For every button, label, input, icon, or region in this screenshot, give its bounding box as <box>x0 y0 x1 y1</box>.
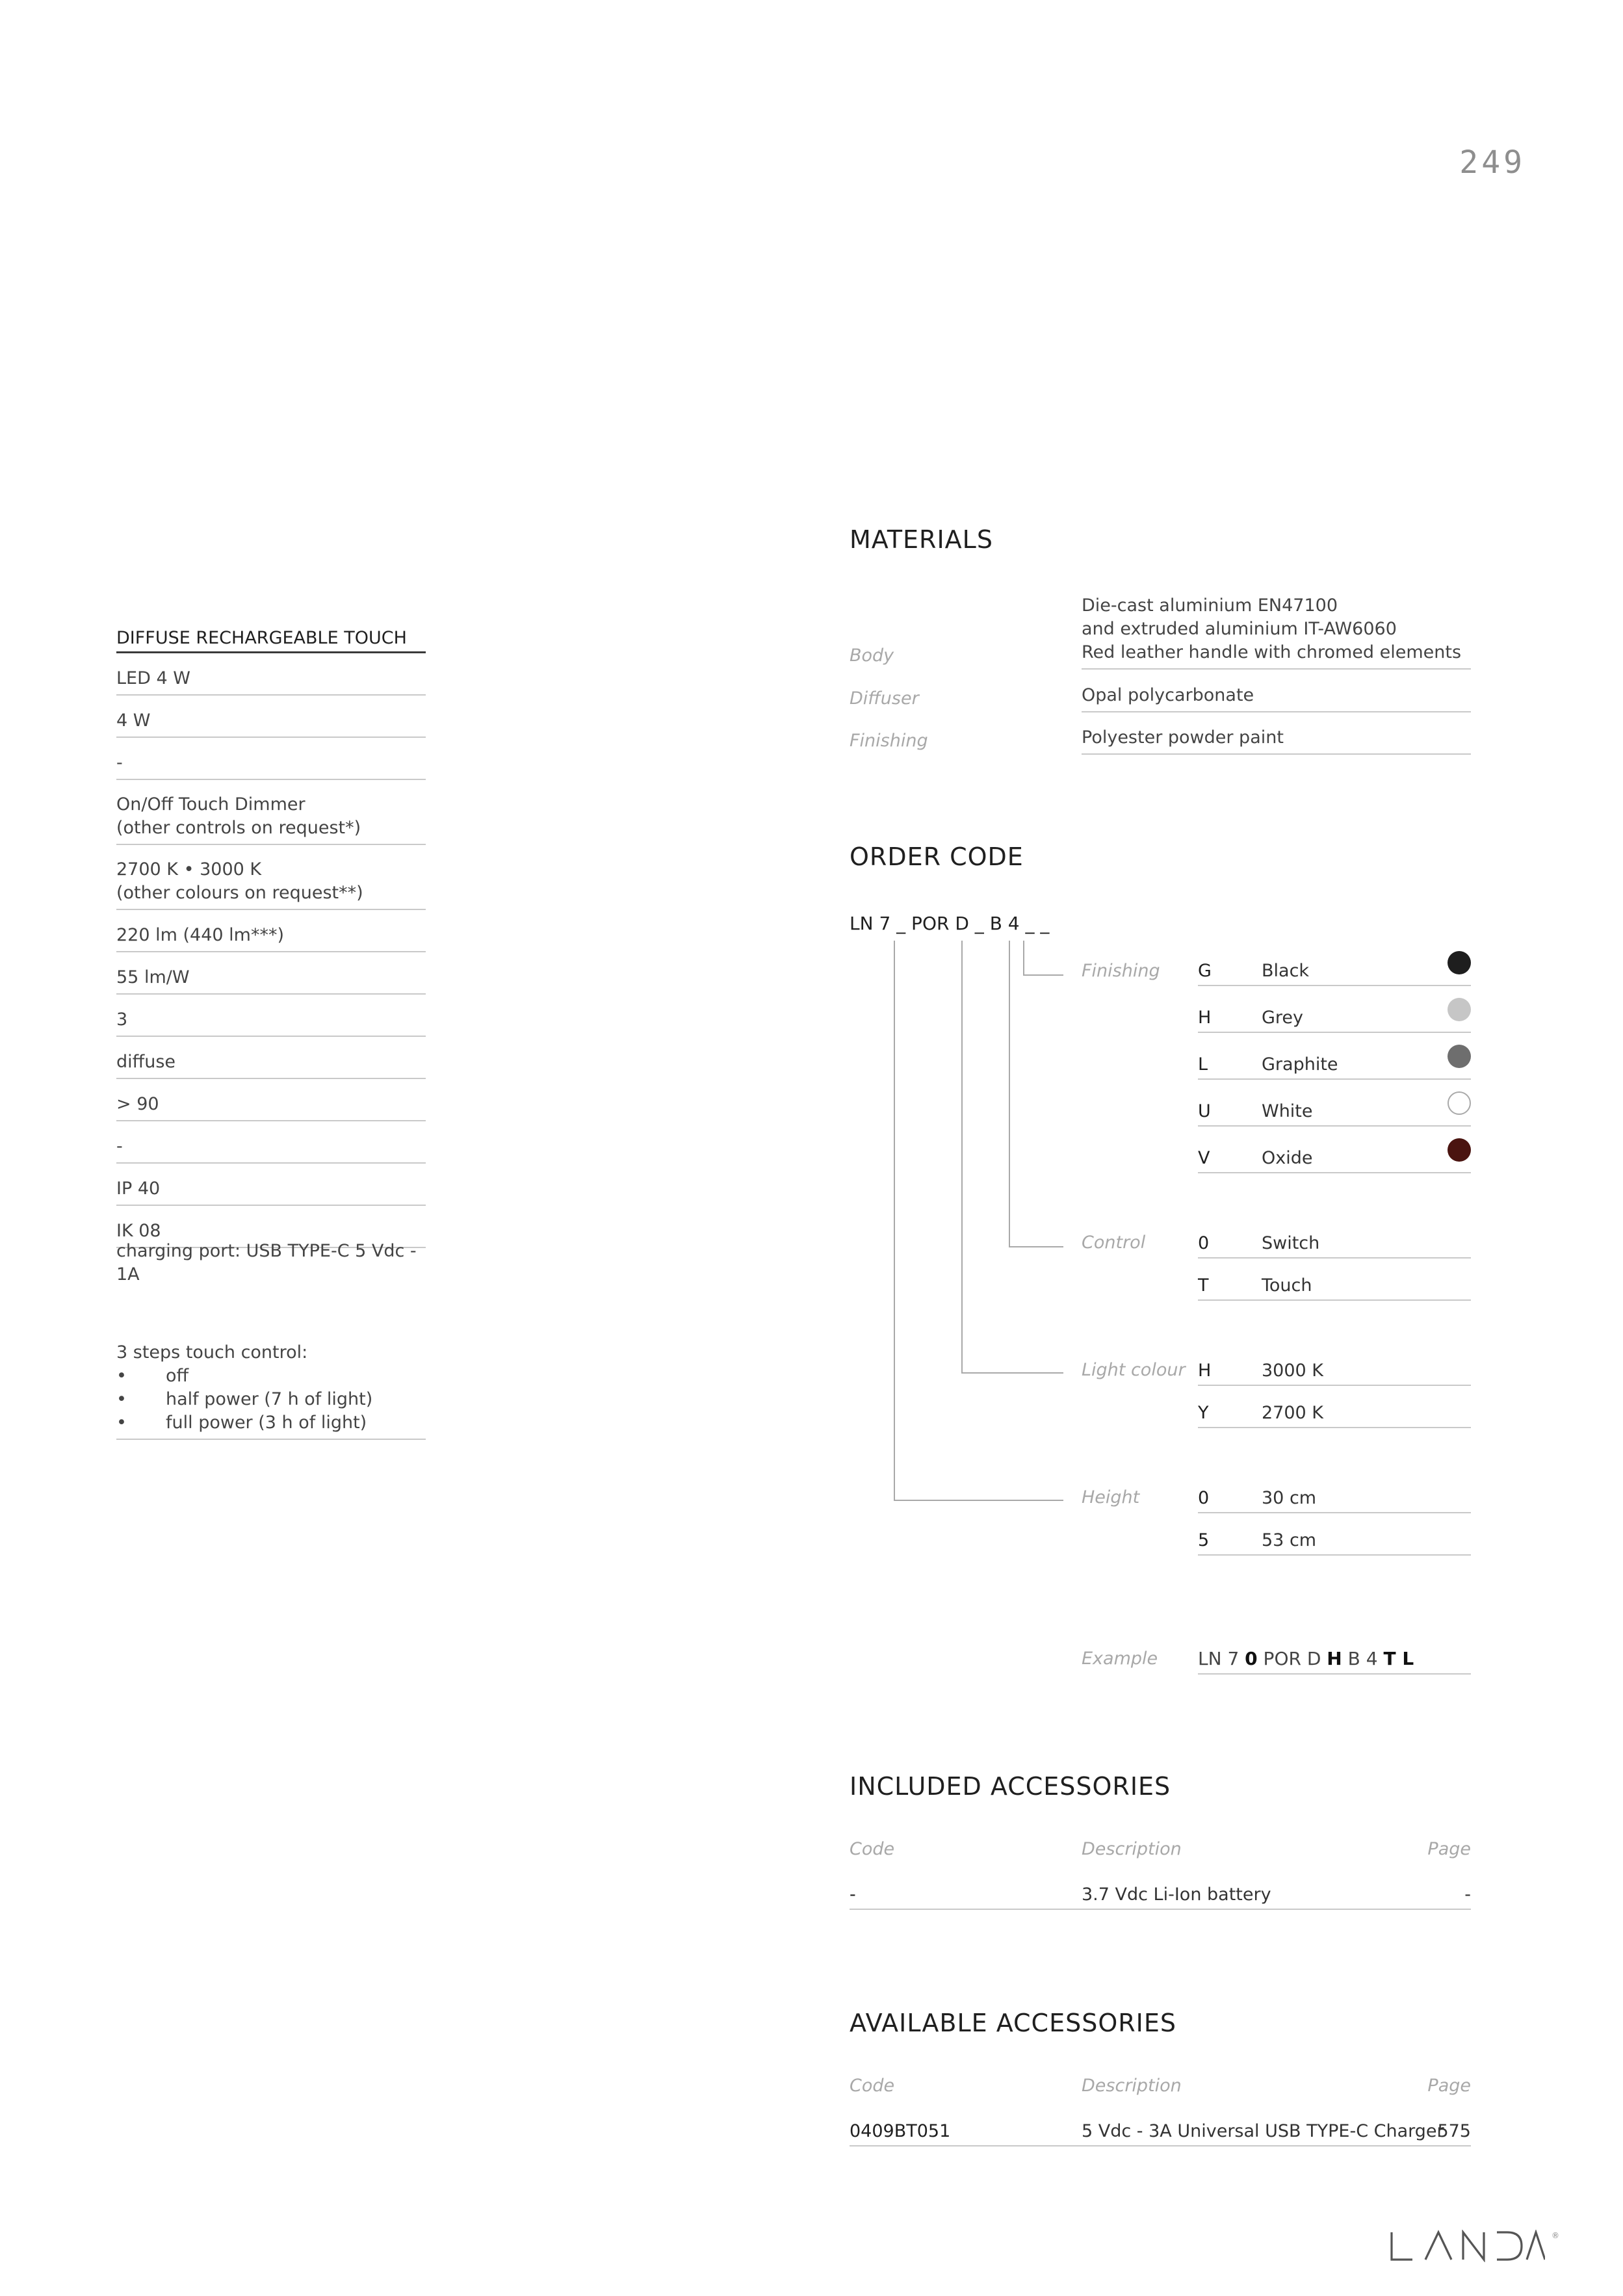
materials-value-line: Red leather handle with chromed elements <box>1082 642 1462 662</box>
order-group-label-control: Control <box>1082 1233 1146 1253</box>
order-code-string: LN 7 _ POR D _ B 4 _ _ <box>850 913 1050 934</box>
order-option-touch[interactable] <box>1198 1264 1471 1301</box>
touch-title: 3 steps touch control: <box>116 1342 308 1363</box>
spec-control-line2: (other controls on request*) <box>116 818 361 838</box>
included-table-header <box>850 1836 1471 1862</box>
spec-colour-line1: 2700 K • 3000 K <box>116 859 262 880</box>
page-number: 249 <box>1459 144 1526 181</box>
order-option-oxide[interactable] <box>1198 1137 1471 1173</box>
connector-finishing <box>1024 941 1063 975</box>
order-option-grey[interactable] <box>1198 997 1471 1033</box>
example-code: LN 7 0 POR D H B 4 T L <box>1198 1648 1414 1669</box>
option-code: 5 <box>1198 1530 1210 1550</box>
available-accessories-heading: AVAILABLE ACCESSORIES <box>850 2009 1176 2037</box>
materials-label: Diffuser <box>850 688 919 709</box>
connector-light-colour <box>962 941 1063 1373</box>
order-code-heading: ORDER CODE <box>850 842 1024 871</box>
col-code: Code <box>850 2076 895 2096</box>
option-value: Black <box>1262 961 1310 981</box>
spec-row-macadam: 3 <box>116 995 426 1037</box>
order-option-switch[interactable] <box>1198 1222 1471 1259</box>
available-table-header <box>850 2072 1471 2098</box>
spec-title: DIFFUSE RECHARGEABLE TOUCH <box>116 625 426 653</box>
col-page: Page <box>1427 2076 1471 2096</box>
table-row <box>850 1873 1471 1910</box>
option-value: Oxide <box>1262 1148 1313 1168</box>
spec-row-lumen: 220 lm (440 lm***) <box>116 910 426 952</box>
option-code: T <box>1198 1275 1209 1296</box>
order-code-example <box>1198 1638 1471 1675</box>
order-option-graphite[interactable] <box>1198 1043 1471 1080</box>
order-option-53cm[interactable] <box>1198 1519 1471 1556</box>
materials-value: Polyester powder paint <box>1082 726 1471 755</box>
option-value: Touch <box>1262 1275 1312 1296</box>
col-page: Page <box>1427 1839 1471 1859</box>
spec-row-ik: IK 08 <box>116 1206 426 1248</box>
materials-value: Opal polycarbonate <box>1082 684 1471 712</box>
option-code: V <box>1198 1148 1210 1168</box>
option-code: 0 <box>1198 1233 1210 1253</box>
option-value: 30 cm <box>1262 1488 1317 1508</box>
connector-control <box>1009 941 1063 1247</box>
spec-row-charging: charging port: USB TYPE-C 5 Vdc - 1A <box>116 1241 417 1285</box>
order-group-label-height: Height <box>1082 1487 1140 1507</box>
materials-heading: MATERIALS <box>850 525 993 554</box>
order-option-3000k[interactable] <box>1198 1350 1471 1386</box>
option-value: Switch <box>1262 1233 1320 1253</box>
option-code: L <box>1198 1054 1208 1075</box>
spec-row-cri: > 90 <box>116 1079 426 1121</box>
order-option-30cm[interactable] <box>1198 1477 1471 1513</box>
col-description: Description <box>1082 1839 1182 1859</box>
materials-label: Finishing <box>850 731 928 751</box>
option-value: Grey <box>1262 1008 1304 1028</box>
spec-row-ip: IP 40 <box>116 1164 426 1206</box>
included-accessories-heading: INCLUDED ACCESSORIES <box>850 1772 1171 1801</box>
swatch-graphite-icon <box>1448 1045 1471 1068</box>
col-description: Description <box>1082 2076 1182 2096</box>
touch-step: • off <box>116 1364 426 1388</box>
option-value: 2700 K <box>1262 1403 1324 1423</box>
option-code: Y <box>1198 1403 1209 1423</box>
option-code: G <box>1198 961 1212 981</box>
order-group-label-finishing: Finishing <box>1082 961 1160 981</box>
order-option-black[interactable] <box>1198 950 1471 986</box>
spec-row-ballast: - <box>116 738 426 780</box>
touch-step: • half power (7 h of light) <box>116 1388 426 1411</box>
materials-label: Body <box>850 646 894 666</box>
option-value: 3000 K <box>1262 1361 1324 1381</box>
order-group-label-light-colour: Light colour <box>1082 1360 1186 1380</box>
swatch-grey-icon <box>1448 998 1471 1021</box>
order-option-white[interactable] <box>1198 1090 1471 1127</box>
row-page: 575 <box>1437 2121 1471 2141</box>
option-value: 53 cm <box>1262 1530 1317 1550</box>
swatch-oxide-icon <box>1448 1138 1471 1162</box>
order-option-2700k[interactable] <box>1198 1392 1471 1428</box>
table-row <box>850 2110 1471 2146</box>
option-code: 0 <box>1198 1488 1210 1508</box>
row-code: 0409BT051 <box>850 2121 951 2141</box>
row-page: - <box>1464 1885 1471 1905</box>
option-value: White <box>1262 1101 1313 1121</box>
spec-row-source: LED 4 W <box>116 653 426 696</box>
option-code: H <box>1198 1008 1212 1028</box>
option-code: H <box>1198 1361 1212 1381</box>
option-value: Graphite <box>1262 1054 1338 1075</box>
row-code: - <box>850 1885 856 1905</box>
landa-logo <box>1389 2230 1545 2262</box>
materials-value-line: and extruded aluminium IT-AW6060 <box>1082 619 1397 639</box>
swatch-black-icon <box>1448 951 1471 974</box>
option-code: U <box>1198 1101 1211 1121</box>
connector-height <box>894 941 1063 1500</box>
registered-mark: ® <box>1552 2231 1559 2240</box>
spec-row-ugr: - <box>116 1121 426 1164</box>
spec-control-line1: On/Off Touch Dimmer <box>116 794 305 815</box>
touch-step: • full power (3 h of light) <box>116 1411 426 1435</box>
spec-row-optic: diffuse <box>116 1037 426 1079</box>
swatch-white-icon <box>1448 1091 1471 1115</box>
col-code: Code <box>850 1839 895 1859</box>
example-label: Example <box>1082 1649 1158 1669</box>
spec-row-power: 4 W <box>116 696 426 738</box>
spec-colour-line2: (other colours on request**) <box>116 883 363 903</box>
row-description: 3.7 Vdc Li-Ion battery <box>1082 1885 1271 1905</box>
materials-value-line: Die-cast aluminium EN47100 <box>1082 595 1338 616</box>
row-description: 5 Vdc - 3A Universal USB TYPE-C Charger <box>1082 2121 1444 2141</box>
spec-row-efficacy: 55 lm/W <box>116 952 426 995</box>
